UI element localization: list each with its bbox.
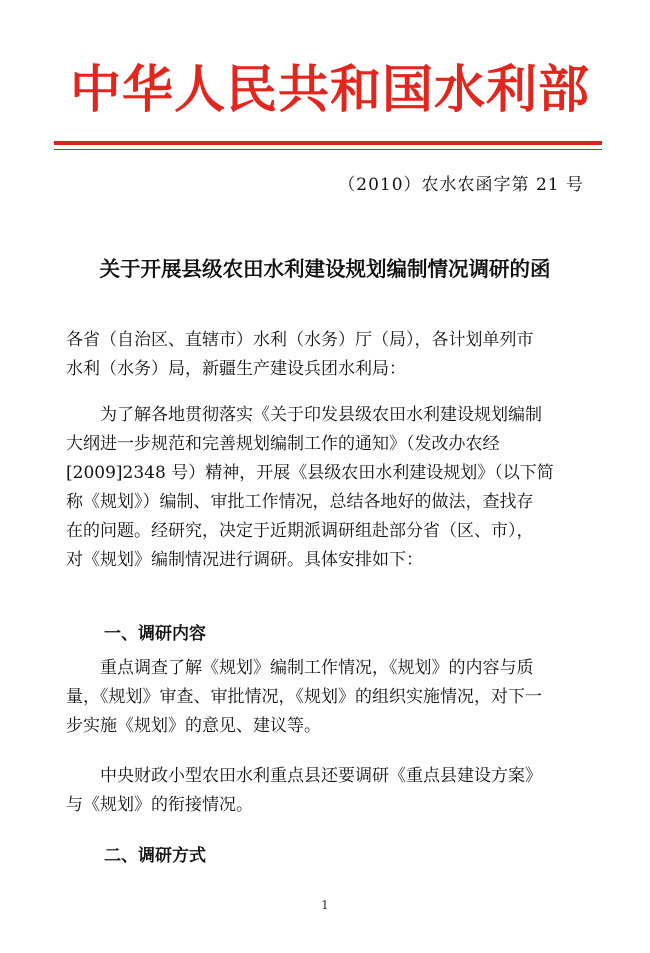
addressee-block	[66, 326, 584, 384]
paragraph-line: 量，《规划》审查、审批情况，《规划》的组织实施情况，对下一	[66, 687, 542, 707]
paragraph-line: 在的问题。经研究，决定于近期派调研组赴部分省（区、市），	[66, 521, 534, 541]
paragraph-line: 称《规划》）编制、审批工作情况，总结各地好的做法，查找存	[66, 492, 534, 512]
paragraph-line: 与《规划》的衔接情况。	[66, 795, 253, 815]
letterhead-rule-thick	[54, 141, 602, 145]
paragraph-key-counties	[66, 762, 584, 820]
letterhead-title: 中华人民共和国水利部	[69, 61, 590, 120]
paragraph-line: 中央财政小型农田水利重点县还要调研《重点县建设方案》	[66, 766, 542, 786]
section-heading-2: 二、调研方式	[104, 846, 206, 866]
paragraph-line: 重点调查了解《规划》编制工作情况，《规划》的内容与质	[66, 658, 534, 678]
addressee-line: 水利（水务）局，新疆生产建设兵团水利局：	[66, 359, 406, 379]
document-number: （2010）农水农函字第 21 号	[338, 175, 584, 195]
paragraph-research-content	[66, 654, 584, 741]
letterhead-rule-thin	[54, 149, 602, 150]
section-heading-1: 一、调研内容	[104, 624, 206, 644]
addressee-line: 各省（自治区、直辖市）水利（水务）厅（局），各计划单列市	[66, 330, 534, 350]
paragraph-line: 为了解各地贯彻落实《关于印发县级农田水利建设规划编制	[66, 405, 542, 425]
page-number: 1	[321, 898, 329, 912]
paragraph-line: 对《规划》编制情况进行调研。具体安排如下：	[66, 550, 423, 570]
paragraph-line: 步实施《规划》的意见、建议等。	[66, 716, 321, 736]
paragraph-line: 大纲进一步规范和完善规划编制工作的通知》（发改办农经	[66, 434, 500, 454]
paragraph-line: [2009]2348 号）精神，开展《县级农田水利建设规划》（以下简	[66, 463, 554, 483]
document-title: 关于开展县级农田水利建设规划编制情况调研的函	[99, 257, 551, 281]
paragraph-intro	[66, 401, 584, 575]
